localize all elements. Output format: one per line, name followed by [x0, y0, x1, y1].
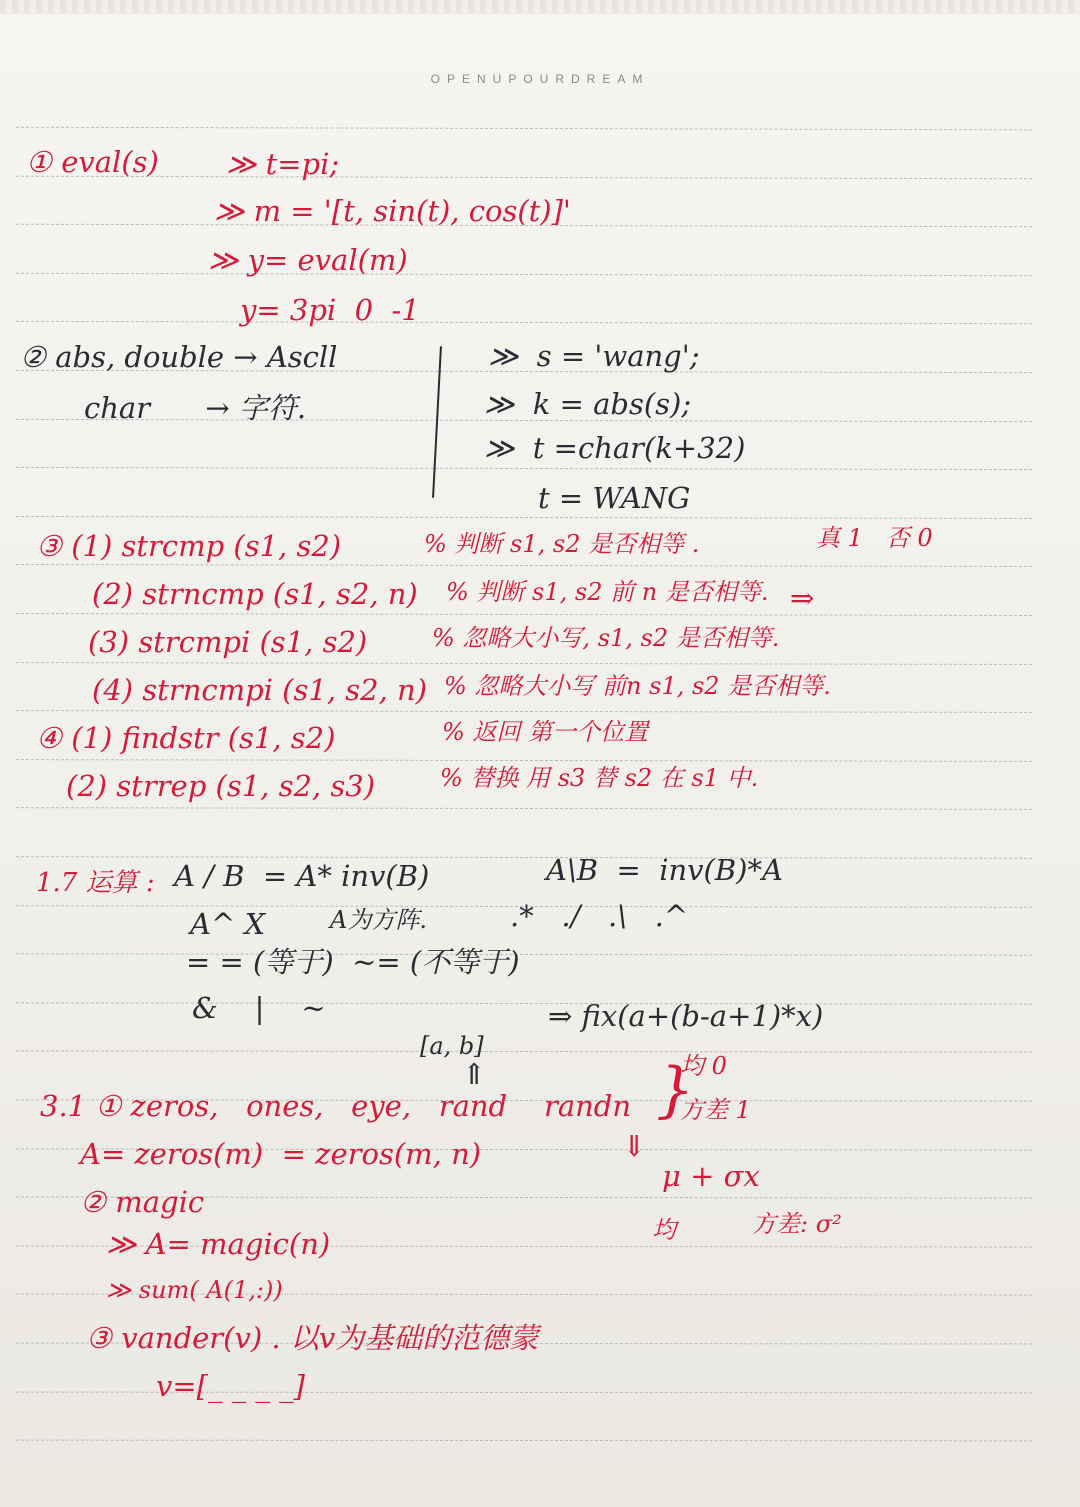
ruled-line [16, 1002, 1032, 1004]
ruled-line [16, 808, 1032, 811]
ruled-line [16, 710, 1032, 713]
ruled-line [16, 467, 1032, 470]
strrep-line: (2) strrep (s1, s2, s3) [66, 769, 376, 803]
down-arrow: ⇓ [622, 1129, 647, 1163]
abs-double-line: ② abs, double → Ascll [20, 340, 338, 374]
scaled-normal-formula: μ + σx [662, 1159, 760, 1193]
elementwise-ops: .* ./ .\ .^ [510, 899, 689, 933]
variance-one-note: 方差 1 [680, 1096, 751, 1124]
square-matrix-note: A为方阵. [330, 906, 427, 934]
ruled-line [16, 273, 1032, 276]
eval-line-1: ≫ t=pi; [226, 147, 340, 181]
left-division-line: A\B = inv(B)*A [546, 853, 783, 887]
strcmp-values: 真 1 否 0 [816, 524, 933, 552]
strncmp-arrow: ⇒ [790, 581, 815, 615]
ruled-line [16, 516, 1032, 519]
magic-example: ≫ A= magic(n) [106, 1227, 331, 1261]
interval-label: [a, b] [420, 1032, 484, 1060]
ruled-line [16, 759, 1032, 762]
magic-sum-example: ≫ sum( A(1,:)) [106, 1276, 283, 1304]
notebook-brand: OPENUPOURDREAM [430, 72, 650, 86]
mean-label: 均 [652, 1216, 676, 1244]
ruled-line [16, 564, 1032, 567]
logical-ops: & | ~ [192, 991, 326, 1025]
strcmp-comment: % 判断 s1, s2 是否相等 . [424, 530, 700, 558]
ruled-line [16, 1051, 1032, 1053]
vector-v-line: v=[_ _ _ _] [156, 1369, 305, 1403]
strcmpi-line: (3) strcmpi (s1, s2) [88, 625, 368, 659]
strncmp-line: (2) strncmp (s1, s2, n) [92, 577, 418, 611]
strncmp-comment: % 判断 s1, s2 前 n 是否相等. [446, 578, 769, 606]
randn-brace: } [656, 1055, 695, 1125]
mean-zero-note: 均 0 [680, 1052, 727, 1080]
eval-heading: ① eval(s) [26, 145, 159, 179]
variance-label: 方差: σ² [752, 1210, 842, 1238]
strrep-comment: % 替换 用 s3 替 s2 在 s1 中. [440, 764, 759, 792]
abs-example-line-2: ≫ k = abs(s); [484, 387, 692, 421]
ruled-line [16, 127, 1032, 131]
abs-example-line-3: ≫ t =char(k+32) [484, 431, 746, 465]
page-binding-edge [0, 0, 1080, 14]
ruled-line [16, 662, 1032, 665]
right-division-line: A / B = A* inv(B) [174, 859, 430, 893]
ruled-line [16, 613, 1032, 616]
relational-ops: = = (等于) ~= (不等于) [186, 945, 520, 979]
ruled-line [16, 856, 1032, 859]
strcmp-line: ③ (1) strcmp (s1, s2) [36, 529, 342, 563]
interval-up-arrow: ⇑ [462, 1057, 487, 1091]
eval-line-3: ≫ y= eval(m) [208, 243, 408, 277]
random-integer-formula: ⇒ fix(a+(b-a+1)*x) [548, 999, 824, 1033]
column-divider [432, 346, 442, 498]
abs-example-line-1: ≫ s = 'wang'; [488, 339, 700, 373]
findstr-comment: % 返回 第一个位置 [442, 718, 649, 746]
zeros-line: A= zeros(m) = zeros(m, n) [80, 1137, 482, 1171]
vander-line: ③ vander(v) . 以v为基础的范德蒙 [86, 1321, 539, 1355]
ruled-line [16, 175, 1032, 179]
findstr-line: ④ (1) findstr (s1, s2) [36, 721, 336, 755]
strncmpi-comment: % 忽略大小写 前n s1, s2 是否相等. [444, 672, 831, 700]
strncmpi-line: (4) strncmpi (s1, s2, n) [92, 673, 428, 707]
ruled-line [16, 321, 1032, 324]
operators-heading: 1.7 运算 : [36, 868, 155, 898]
ruled-line [16, 1440, 1032, 1442]
matrix-functions-line: 3.1 ① zeros, ones, eye, rand randn [40, 1089, 632, 1123]
magic-heading: ② magic [80, 1185, 205, 1219]
char-line: char → 字符. [84, 391, 307, 425]
ruled-line [16, 953, 1032, 955]
eval-line-2: ≫ m = '[t, sin(t), cos(t)]' [214, 194, 571, 228]
strcmpi-comment: % 忽略大小写, s1, s2 是否相等. [432, 624, 780, 652]
power-line: A^ X [190, 907, 266, 941]
eval-result: y= 3pi 0 -1 [240, 293, 420, 327]
abs-example-result: t = WANG [538, 481, 691, 515]
